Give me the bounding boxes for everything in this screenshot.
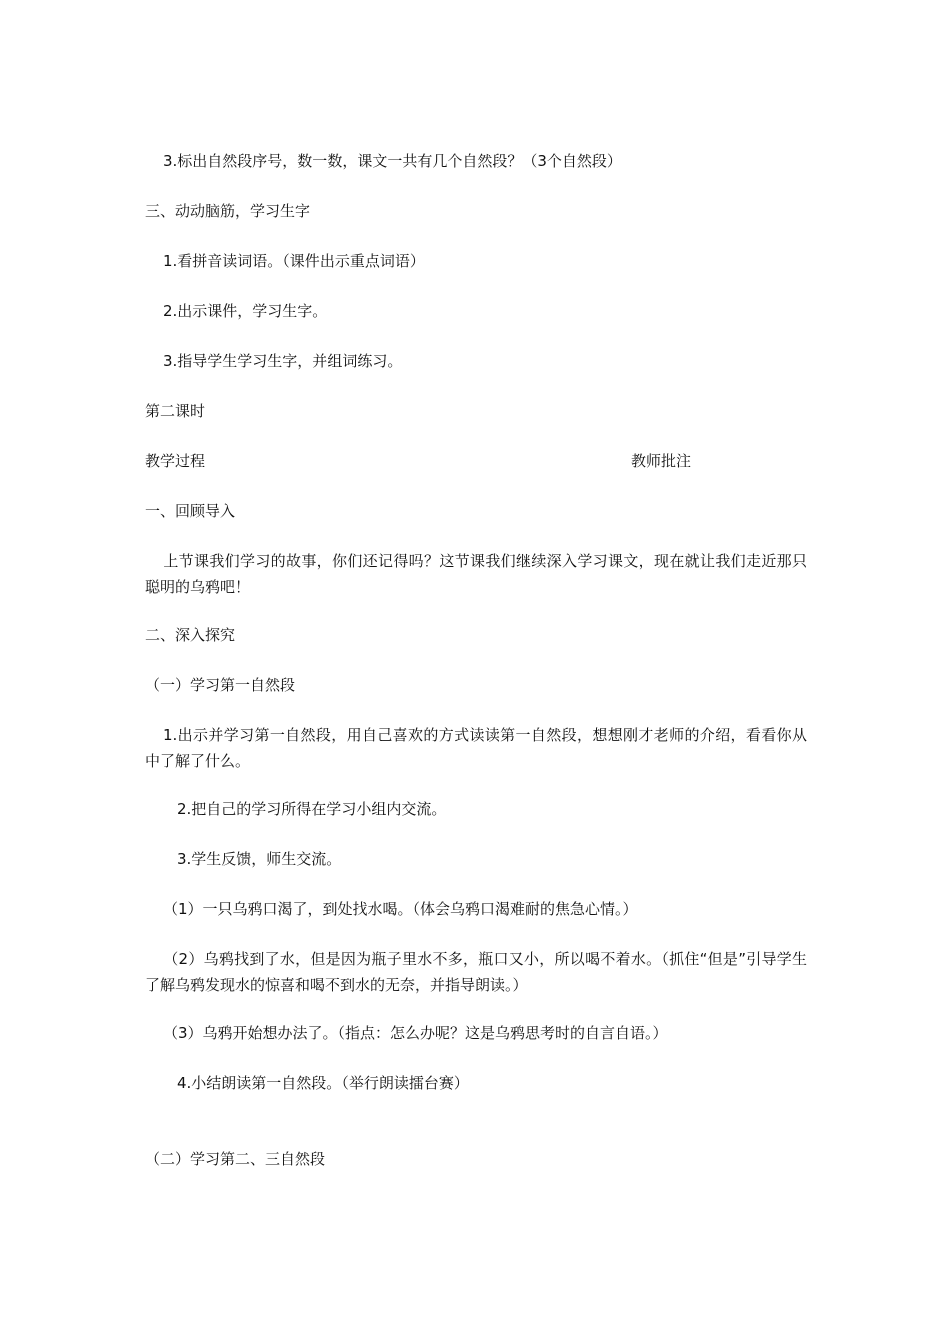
section-heading-review: 一、回顾导入 <box>145 502 236 520</box>
lesson-heading-second-period: 第二课时 <box>145 402 206 420</box>
step-1-study-paragraph-one <box>145 722 807 774</box>
step-2-show-courseware: 2.出示课件，学习生字。 <box>163 302 328 320</box>
step-3-guide-students: 3.指导学生学习生字，并组词练习。 <box>163 352 403 370</box>
step-3-student-feedback: 3.学生反馈，师生交流。 <box>177 850 342 868</box>
step-1-read-words: 1.看拼音读词语。（课件出示重点词语） <box>163 252 425 270</box>
column-label-teaching-process: 教学过程 <box>145 452 206 470</box>
step-1-study-text: 1.出示并学习第一自然段，用自己喜欢的方式读读第一自然段，想想刚才老师的介绍，看看你从中了解了什么。 <box>145 726 807 770</box>
review-intro-paragraph <box>145 548 807 600</box>
step-2-group-discussion: 2.把自己的学习所得在学习小组内交流。 <box>177 800 447 818</box>
step-4-summary-reading: 4.小结朗读第一自然段。（举行朗读擂台赛） <box>177 1074 469 1092</box>
subsection-heading-paragraph-one: （一）学习第一自然段 <box>145 676 296 694</box>
step-3-paragraph-count: 3.标出自然段序号，数一数，课文一共有几个自然段？（3个自然段） <box>163 152 622 170</box>
point-2-text: （2）乌鸦找到了水，但是因为瓶子里水不多，瓶口又小，所以喝不着水。（抓住“但是”引导学生了解乌鸦发现水的惊喜和喝不到水的无奈，并指导朗读。） <box>145 950 807 994</box>
point-3-crow-thinks: （3）乌鸦开始想办法了。（指点：怎么办呢？这是乌鸦思考时的自言自语。） <box>163 1024 668 1042</box>
column-label-teacher-notes: 教师批注 <box>631 452 692 470</box>
subsection-heading-paragraphs-two-three: （二）学习第二、三自然段 <box>145 1150 326 1168</box>
point-1-crow-thirsty: （1）一只乌鸦口渴了，到处找水喝。（体会乌鸦口渴难耐的焦急心情。） <box>163 900 638 918</box>
section-heading-explore: 二、深入探究 <box>145 626 236 644</box>
point-2-crow-found-water <box>145 946 807 998</box>
section-heading-learn-characters: 三、动动脑筋，学习生字 <box>145 202 311 220</box>
review-intro-text: 上节课我们学习的故事，你们还记得吗？这节课我们继续深入学习课文，现在就让我们走近那只聪明的乌鸦吧！ <box>145 552 807 596</box>
